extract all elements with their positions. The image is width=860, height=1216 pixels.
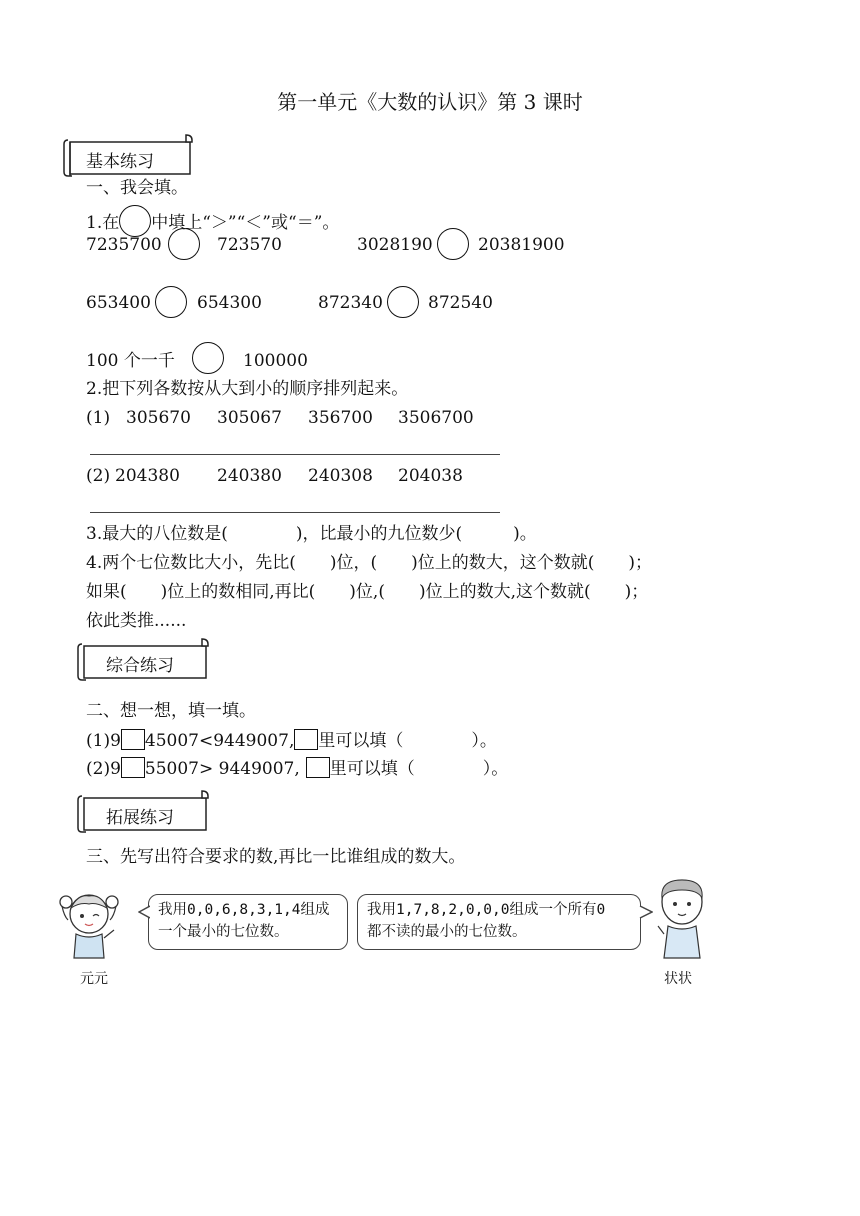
compare-circle-blank[interactable] — [192, 342, 224, 374]
order-1-num: 305670 — [126, 408, 191, 428]
bubble-pointer-icon — [138, 905, 150, 919]
order-2-num: 204038 — [398, 466, 463, 486]
digit-box-blank[interactable] — [294, 729, 318, 750]
order-2-num: 240380 — [217, 466, 282, 486]
q1-sub4-line3: 依此类推...... — [86, 611, 187, 631]
q1-sub2: 2.把下列各数按从大到小的顺序排列起来。 — [86, 379, 409, 399]
q1-heading: 一、我会填。 — [86, 178, 188, 198]
q2-line2-suffix: 里可以填（ ）。 — [329, 759, 509, 779]
cmp-row1-b-right: 20381900 — [478, 235, 565, 255]
compare-circle-blank[interactable] — [155, 286, 187, 318]
cmp-row2-a-left: 653400 — [86, 293, 151, 313]
answer-line[interactable] — [90, 512, 500, 513]
q2-line1-suffix: 里可以填（ ）。 — [318, 731, 497, 751]
digit-box-blank[interactable] — [121, 757, 145, 778]
q1-sub1 — [86, 205, 339, 237]
cmp-row3-left: 100 个一千 — [86, 351, 175, 371]
circle-icon — [119, 205, 151, 237]
compare-circle-blank[interactable] — [168, 228, 200, 260]
q3-heading: 三、先写出符合要求的数,再比一比谁组成的数大。 — [86, 847, 466, 867]
order-2-num: 204380 — [115, 466, 180, 486]
q1-sub4-line2: 如果( )位上的数相同,再比( )位,( )位上的数大,这个数就( )； — [86, 582, 649, 602]
cmp-row1-a-right: 723570 — [217, 235, 282, 255]
section-banner-basic — [62, 132, 196, 178]
digit-box-blank[interactable] — [306, 757, 330, 778]
q1-sub4-line1: 4.两个七位数比大小，先比( )位，( )位上的数大，这个数就( )； — [86, 553, 653, 573]
q1-sub1-prefix: 1.在 — [86, 213, 120, 233]
cmp-row3-right: 100000 — [243, 351, 308, 371]
order-1-num: 305067 — [217, 408, 282, 428]
q2-line2-expr: 55007> 9449007, — [144, 759, 300, 779]
q2-line2 — [86, 757, 508, 780]
q2-line1-expr: 45007<9449007, — [144, 731, 295, 751]
boy-character-icon — [654, 876, 710, 966]
cmp-row2-b-left: 872340 — [318, 293, 383, 313]
answer-line[interactable] — [90, 454, 500, 455]
character-name-left: 元元 — [80, 971, 108, 987]
q1-sub1-suffix: 中填上“＞”“＜”或“＝”。 — [151, 213, 340, 233]
page-title: 第一单元《大数的认识》第 3 课时 — [277, 90, 583, 114]
order-2-num: 240308 — [308, 466, 373, 486]
cmp-row1-a-left: 7235700 — [86, 235, 162, 255]
q2-line2-prefix: (2)9 — [86, 759, 121, 779]
compare-circle-blank[interactable] — [437, 228, 469, 260]
order-1-num: 3506700 — [398, 408, 474, 428]
section-basic-label: 基本练习 — [86, 152, 154, 172]
cmp-row2-a-right: 654300 — [197, 293, 262, 313]
bubble-left-line2: 一个最小的七位数。 — [158, 924, 289, 940]
compare-circle-blank[interactable] — [387, 286, 419, 318]
q2-line1-prefix: (1)9 — [86, 731, 121, 751]
speech-bubble-right — [357, 894, 641, 950]
bubble-right-line2: 都不读的最小的七位数。 — [367, 924, 527, 940]
section-banner-extended — [76, 788, 212, 834]
q1-sub3: 3.最大的八位数是( )，比最小的九位数少( )。 — [86, 524, 537, 544]
q2-heading: 二、想一想，填一填。 — [86, 701, 256, 721]
order-1-num: 356700 — [308, 408, 373, 428]
cmp-row2-b-right: 872540 — [428, 293, 493, 313]
speech-bubble-left — [148, 894, 348, 950]
character-name-right: 状状 — [664, 971, 692, 987]
section-extended-label: 拓展练习 — [106, 808, 174, 828]
bubble-pointer-icon — [639, 905, 653, 919]
girl-character-icon — [56, 886, 122, 966]
order-1-label: (1) — [86, 408, 111, 428]
section-banner-comprehensive — [76, 636, 212, 682]
order-2-label: (2) — [86, 466, 111, 486]
section-comprehensive-label: 综合练习 — [106, 656, 174, 676]
q2-line1 — [86, 729, 497, 752]
cmp-row1-b-left: 3028190 — [357, 235, 433, 255]
bubble-right-line1: 我用1,7,8,2,0,0,0组成一个所有0 — [367, 902, 606, 918]
bubble-left-line1: 我用0,0,6,8,3,1,4组成 — [158, 902, 330, 918]
digit-box-blank[interactable] — [121, 729, 145, 750]
